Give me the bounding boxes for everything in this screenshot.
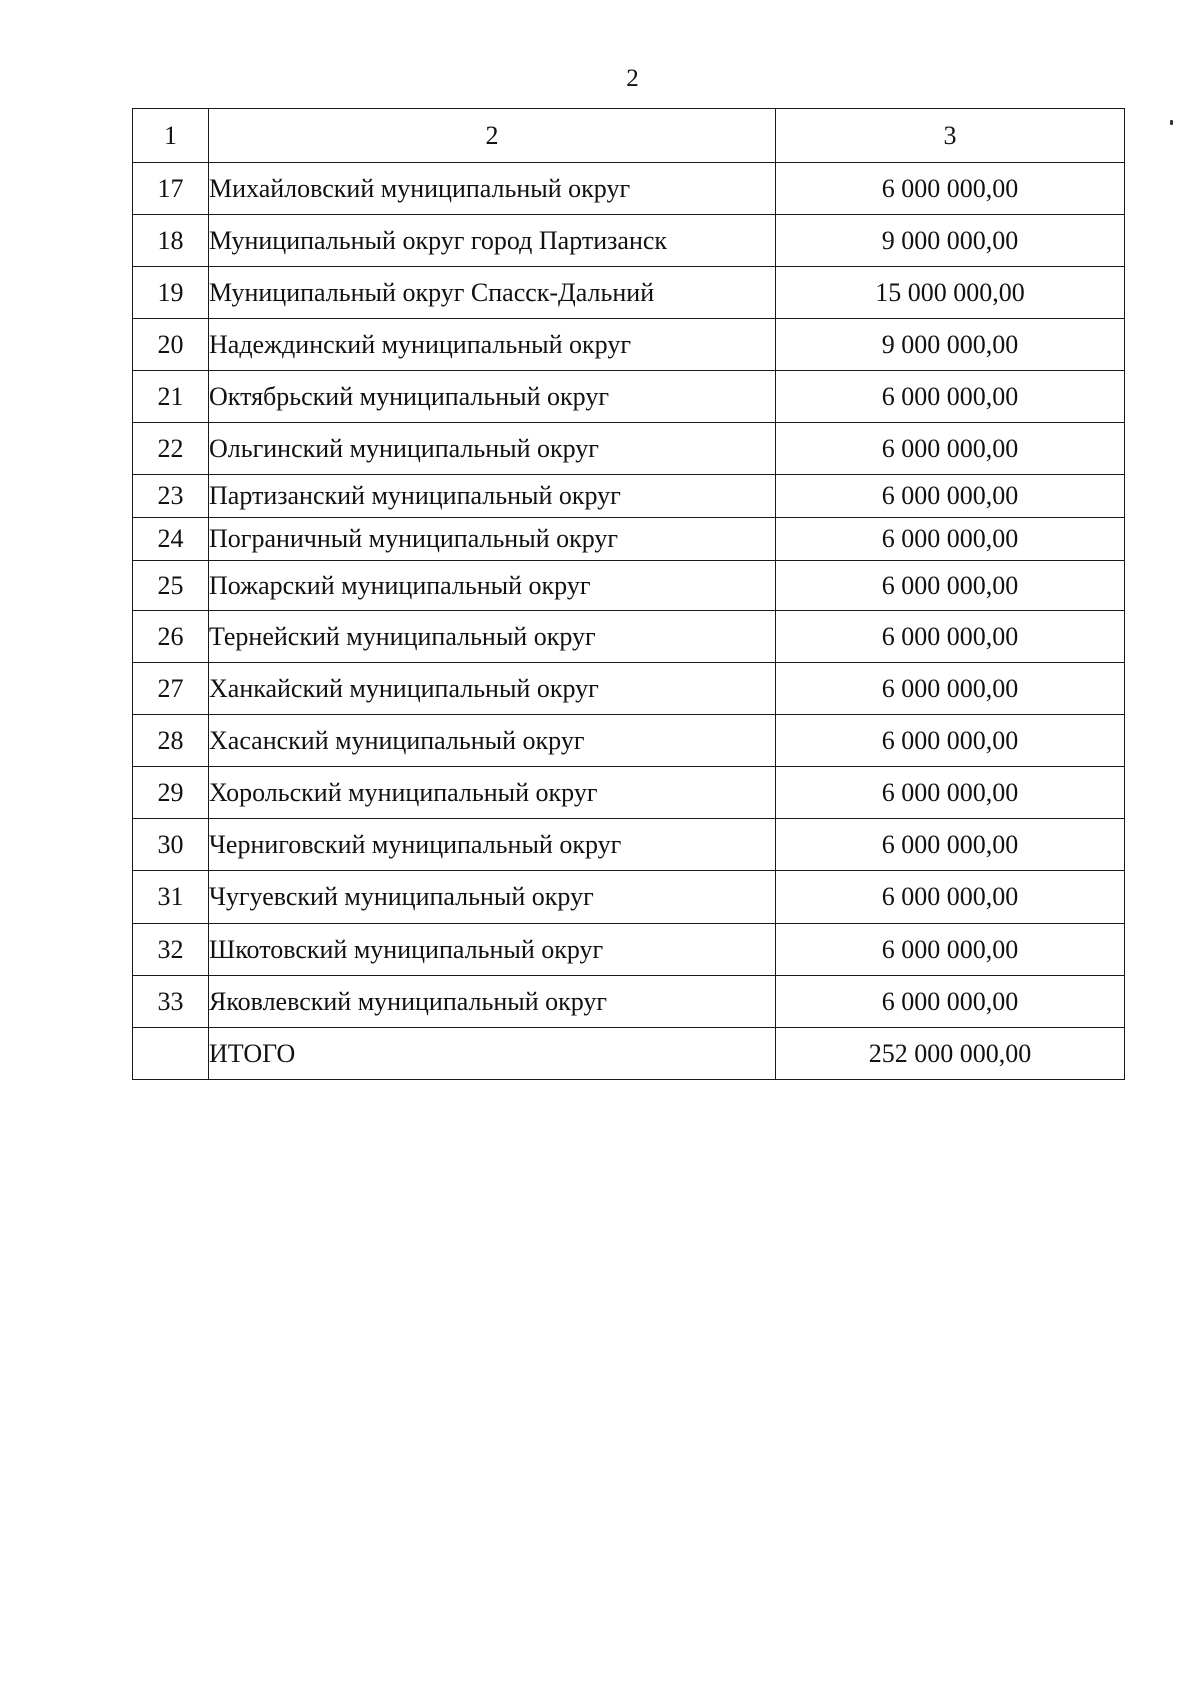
table-row [133, 518, 1125, 561]
amount: 15 000 000,00 [776, 267, 1125, 319]
table-row [133, 715, 1125, 767]
allocation-table [132, 108, 1125, 1080]
table-row [133, 767, 1125, 819]
table-row [133, 267, 1125, 319]
amount: 6 000 000,00 [776, 475, 1125, 518]
amount: 6 000 000,00 [776, 871, 1125, 924]
row-number: 19 [133, 267, 209, 319]
total-number [133, 1028, 209, 1080]
total-row [133, 1028, 1125, 1080]
amount: 6 000 000,00 [776, 924, 1125, 976]
amount: 6 000 000,00 [776, 423, 1125, 475]
row-number: 20 [133, 319, 209, 371]
table-row [133, 215, 1125, 267]
row-number: 29 [133, 767, 209, 819]
row-number: 24 [133, 518, 209, 561]
row-number: 18 [133, 215, 209, 267]
row-number: 25 [133, 561, 209, 611]
header-col-1: 1 [133, 109, 209, 163]
municipality-name: Тернейский муниципальный округ [209, 611, 776, 663]
row-number: 27 [133, 663, 209, 715]
amount: 6 000 000,00 [776, 663, 1125, 715]
municipality-name: Ханкайский муниципальный округ [209, 663, 776, 715]
municipality-name: Хасанский муниципальный округ [209, 715, 776, 767]
row-number: 32 [133, 924, 209, 976]
municipality-name: Муниципальный округ Спасск-Дальний [209, 267, 776, 319]
municipality-name: Яковлевский муниципальный округ [209, 976, 776, 1028]
amount: 6 000 000,00 [776, 371, 1125, 423]
municipality-name: Михайловский муниципальный округ [209, 163, 776, 215]
amount: 6 000 000,00 [776, 518, 1125, 561]
amount: 6 000 000,00 [776, 767, 1125, 819]
table-row [133, 871, 1125, 924]
municipality-name: Пожарский муниципальный округ [209, 561, 776, 611]
municipality-name: Пограничный муниципальный округ [209, 518, 776, 561]
row-number: 17 [133, 163, 209, 215]
amount: 6 000 000,00 [776, 611, 1125, 663]
amount: 6 000 000,00 [776, 163, 1125, 215]
row-number: 30 [133, 819, 209, 871]
table-row [133, 611, 1125, 663]
table-header-row [133, 109, 1125, 163]
municipality-name: Шкотовский муниципальный округ [209, 924, 776, 976]
municipality-name: Октябрьский муниципальный округ [209, 371, 776, 423]
table-row [133, 561, 1125, 611]
scan-speck [1170, 120, 1173, 125]
amount: 9 000 000,00 [776, 215, 1125, 267]
total-amount: 252 000 000,00 [776, 1028, 1125, 1080]
municipality-name: Надеждинский муниципальный округ [209, 319, 776, 371]
municipality-name: Муниципальный округ город Партизанск [209, 215, 776, 267]
municipality-name: Партизанский муниципальный округ [209, 475, 776, 518]
header-col-2: 2 [209, 109, 776, 163]
municipality-name: Черниговский муниципальный округ [209, 819, 776, 871]
table-row [133, 423, 1125, 475]
amount: 6 000 000,00 [776, 819, 1125, 871]
table-row [133, 163, 1125, 215]
table-row [133, 475, 1125, 518]
table-row [133, 924, 1125, 976]
table-row [133, 663, 1125, 715]
municipality-name: Чугуевский муниципальный округ [209, 871, 776, 924]
row-number: 22 [133, 423, 209, 475]
total-label: ИТОГО [209, 1028, 776, 1080]
amount: 6 000 000,00 [776, 561, 1125, 611]
row-number: 33 [133, 976, 209, 1028]
amount: 6 000 000,00 [776, 715, 1125, 767]
municipality-name: Ольгинский муниципальный округ [209, 423, 776, 475]
table-row [133, 819, 1125, 871]
table-row [133, 371, 1125, 423]
municipality-name: Хорольский муниципальный округ [209, 767, 776, 819]
row-number: 28 [133, 715, 209, 767]
table-row [133, 976, 1125, 1028]
row-number: 23 [133, 475, 209, 518]
amount: 9 000 000,00 [776, 319, 1125, 371]
row-number: 26 [133, 611, 209, 663]
page-number: 2 [626, 65, 639, 92]
table-row [133, 319, 1125, 371]
row-number: 31 [133, 871, 209, 924]
header-col-3: 3 [776, 109, 1125, 163]
row-number: 21 [133, 371, 209, 423]
amount: 6 000 000,00 [776, 976, 1125, 1028]
